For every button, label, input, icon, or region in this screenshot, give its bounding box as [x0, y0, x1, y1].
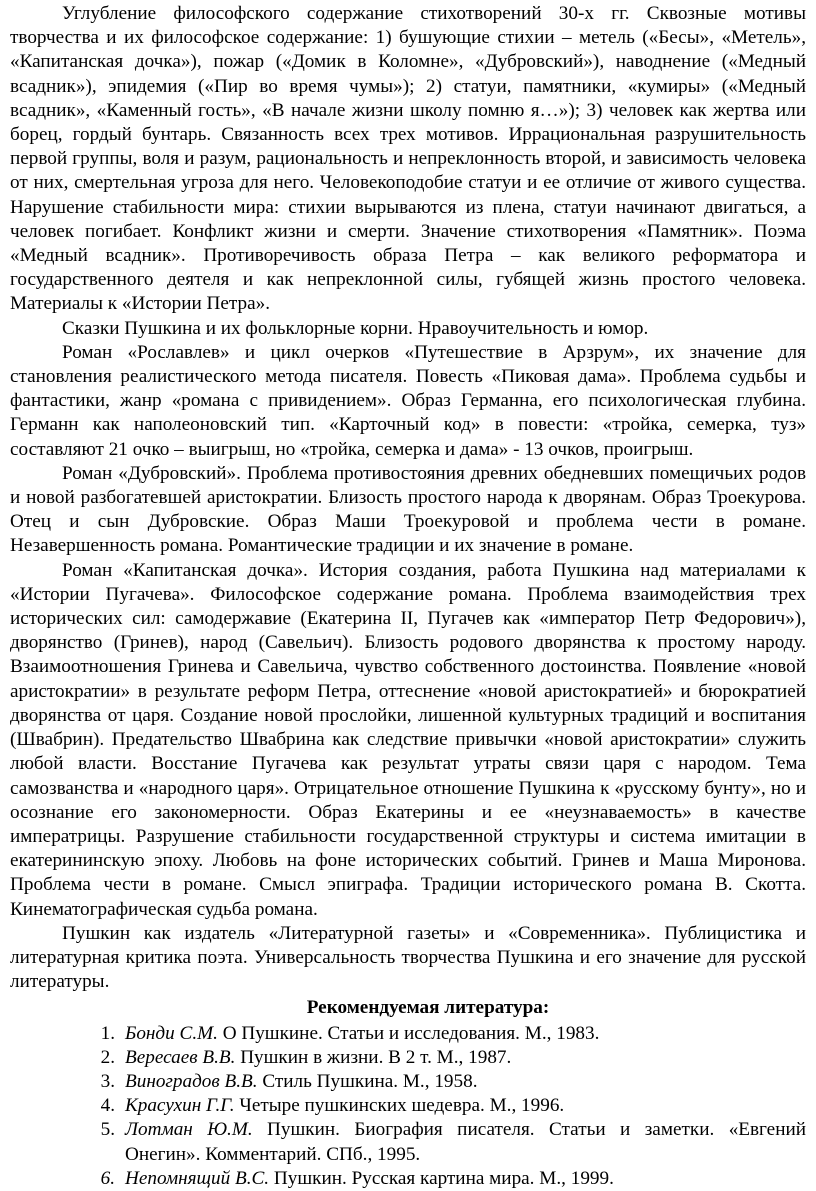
paragraph-captains-daughter: Роман «Капитанская дочка». История создания, работа Пушкина над материалами к «Истории Пугачева». Философское содержание романа. Проблема взаимодействия трех исторических сил: самодержавие (Екатерина II, Пугачев как «император Петр Федорович»), дворянство (Гринев), народ (Савельич). Близость родового дворянства к простому народу. Взаимоотношения Гринева и Савельича, чувство собственного достоинства. Появление «новой аристократии» в результате реформ Петра, оттеснение «новой аристократией» и бюрократией дворянства от царя. Создание новой прослойки, лишенной культурных традиций и воспитания (Швабрин). Предательство Швабрина как следствие привычки «новой аристократии» служить любой власти. Восстание Пугачева как результат утраты связи царя с народом. Тема самозванства и «народного царя». Отрицательное отношение Пушкина к «русскому бунту», но и осознание его закономерности. Образ Екатерины и ее «неузнаваемость» в качестве императрицы. Разрушение стабильности государственной структуры и система имитации в екатерининскую эпоху. Любовь на фоне исторических событий. Гринев и Маша Миронова. Проблема чести в романе. Смысл эпиграфа. Традиции исторического романа В. Скотта. Кинематографическая судьба романа. — [10, 559, 806, 920]
paragraph-philosophical-motifs: Углубление философского содержание стихотворений 30-х гг. Сквозные мотивы творчества и их философское содержание: 1) бушующие стихии – метель («Бесы», «Метель», «Капитанская дочка»), пожар («Домик в Коломне», «Дубровский»), наводнение («Медный всадник»), эпидемия («Пир во время чумы»); 2) статуи, памятники, «кумиры» («Медный всадник», «Каменный гость», «В начале жизни школу помню я…»); 3) человек как жертва или борец, гордый бунтарь. Связанность всех трех мотивов. Иррациональная разрушительность первой группы, воля и разум, рациональность и непреклонность второй, и зависимость человека от них, смертельная угроза для него. Человекоподобие статуи и ее отличие от живого существа. Нарушение стабильности мира: стихии вырываются из плена, статуи начинают двигаться, а человек погибает. Конфликт жизни и смерти. Значение стихотворения «Памятник». Поэма «Медный всадник». Противоречивость образа Петра – как великого реформатора и государственного деятеля и как непреклонной силы, губящей жизнь простого человека. Материалы к «Истории Петра». — [10, 3, 806, 315]
reference-item — [10, 1167, 806, 1191]
reference-body — [125, 1070, 806, 1094]
reference-item — [10, 1118, 806, 1166]
reference-body — [125, 1167, 806, 1191]
reference-text: Пушкин. Русская картина мира. М., 1999. — [269, 1167, 614, 1189]
reference-body — [125, 1022, 806, 1046]
reference-item — [10, 1094, 806, 1118]
paragraph-fairy-tales: Сказки Пушкина и их фольклорные корни. Нравоучительность и юмор. — [62, 317, 649, 339]
reference-text: Пушкин в жизни. В 2 т. М., 1987. — [235, 1046, 512, 1068]
reference-author: Красухин Г.Г. — [125, 1095, 235, 1117]
paragraph-publisher: Пушкин как издатель «Литературной газеты» и «Современника». Публицистика и литературная критика поэта. Универсальность творчества Пушкина и его значение для русской литературы. — [10, 922, 806, 993]
reference-author: Лотман Ю.М. — [125, 1119, 253, 1141]
references-heading: Рекомендуемая литература: — [306, 997, 550, 1019]
reference-text: Пушкин. Биография писателя. Статьи и заметки. «Евгений Онегин». Комментарий. СПб., 1995. — [125, 1119, 806, 1165]
paragraph-queen-of-spades: Роман «Рославлев» и цикл очерков «Путешествие в Арзрум», их значение для становления реалистического метода писателя. Повесть «Пиковая дама». Проблема судьбы и фантастики, жанр «романа с привидением». Образ Германна, его психологическая глубина. Германн как наполеоновский тип. «Карточный код» в повести: «тройка, семерка, туз» составляют 21 очко – выигрыш, но «тройка, семерка и дама» - 13 очков, проигрыш. — [10, 341, 806, 460]
reference-item — [10, 1022, 806, 1046]
reference-author: Бонди С.М. — [125, 1022, 218, 1044]
paragraph-dubrovsky: Роман «Дубровский». Проблема противостояния древних обедневших помещичьих родов и новой разбогатевшей аристократии. Близость простого народа к дворянам. Образ Троекурова. Отец и сын Дубровские. Образ Маши Троекуровой и проблема чести в романе. Незавершенность романа. Романтические традиции и их значение в романе. — [10, 462, 806, 557]
reference-body — [125, 1046, 806, 1070]
reference-item — [10, 1046, 806, 1070]
reference-number: 4. — [100, 1095, 115, 1117]
reference-author: Виноградов В.В. — [125, 1070, 258, 1092]
reference-number: 6. — [100, 1167, 115, 1189]
reference-text: О Пушкине. Статьи и исследования. М., 1983. — [217, 1022, 600, 1044]
reference-number: 5. — [100, 1119, 115, 1141]
reference-text: Четыре пушкинских шедевра. М., 1996. — [234, 1095, 565, 1117]
reference-number: 2. — [100, 1046, 115, 1068]
reference-text: Стиль Пушкина. М., 1958. — [257, 1070, 478, 1092]
reference-author: Вересаев В.В. — [125, 1046, 236, 1068]
reference-number: 1. — [100, 1022, 115, 1044]
reference-author: Непомнящий В.С. — [125, 1167, 270, 1189]
reference-item — [10, 1070, 806, 1094]
reference-body — [125, 1118, 806, 1166]
reference-body — [125, 1094, 806, 1118]
reference-number: 3. — [100, 1070, 115, 1092]
references-list — [10, 1022, 806, 1191]
